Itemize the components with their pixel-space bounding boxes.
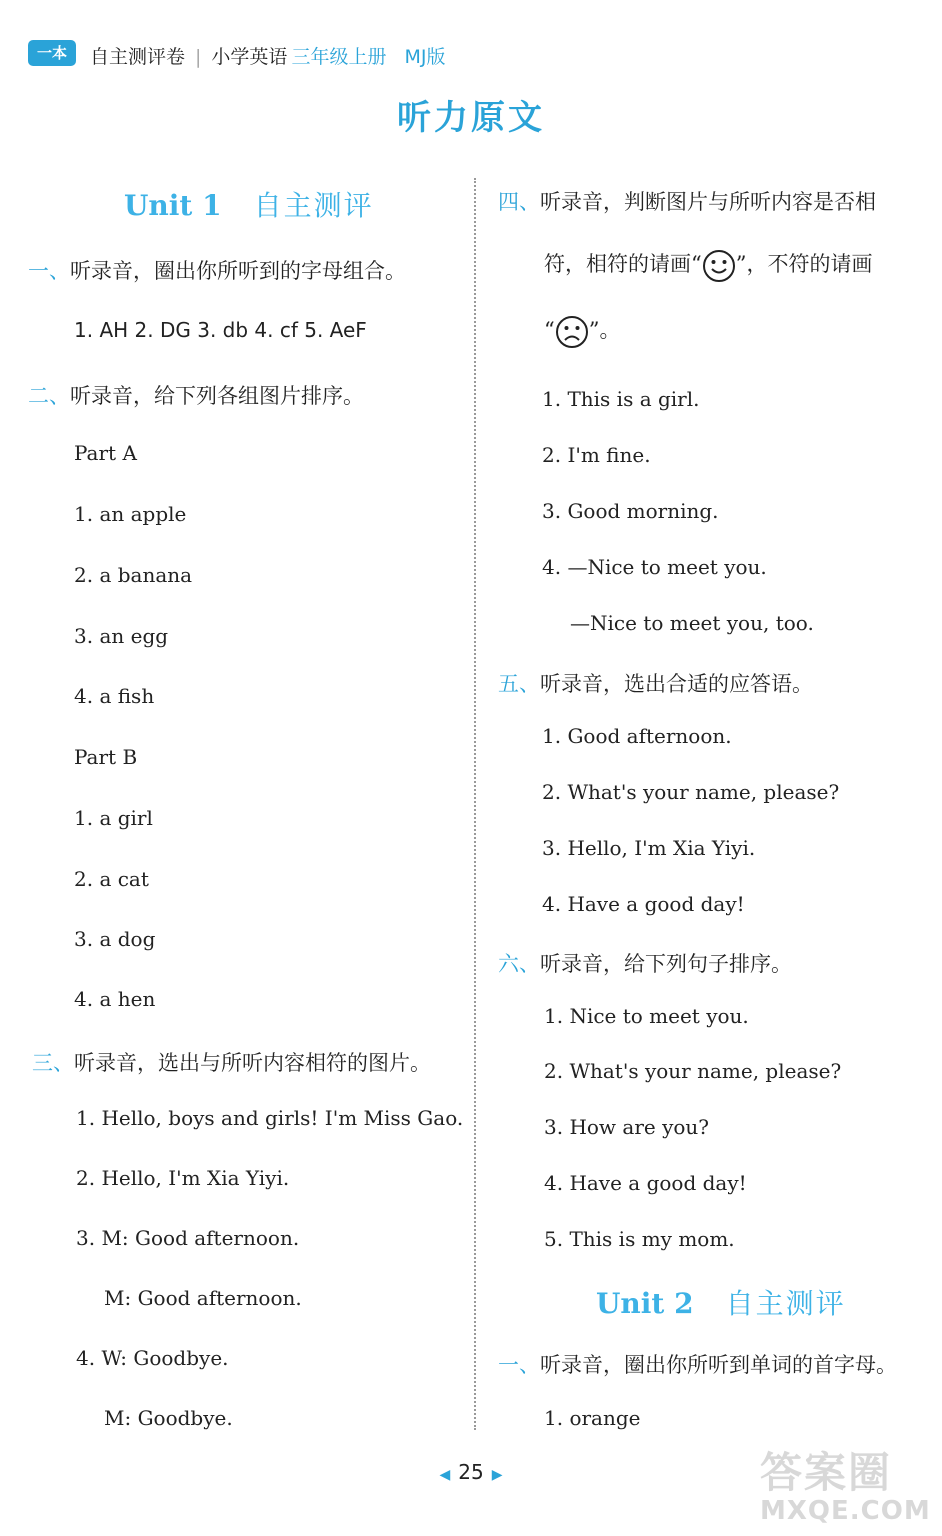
grade-label: 三年级上册	[291, 46, 387, 68]
unit1-en: Unit 1	[124, 189, 222, 222]
unit2-en: Unit 2	[596, 1287, 694, 1320]
list-item: 4. Have a good day!	[544, 1171, 747, 1195]
list-item: 4. W: Goodbye.	[76, 1346, 229, 1370]
section-4-text-line3a: “	[544, 318, 555, 342]
section-1-number: 一、	[28, 259, 70, 283]
section-4-text-line1: 听录音，判断图片与所听内容是否相	[540, 190, 876, 214]
section-4-question	[498, 186, 876, 216]
unit1-heading	[124, 184, 374, 224]
unit2-heading	[596, 1282, 846, 1322]
list-item: 2. Hello, I'm Xia Yiyi.	[76, 1166, 290, 1190]
section-6-question	[498, 948, 792, 978]
list-item: 1. Good afternoon.	[542, 724, 732, 748]
book-title: 自主测评卷	[90, 46, 186, 68]
list-item: 3. Good morning.	[542, 499, 719, 523]
section-1-answers: 1. AH 2. DG 3. db 4. cf 5. AeF	[74, 318, 367, 342]
section-3-question	[32, 1047, 431, 1077]
section-2-number: 二、	[28, 384, 70, 408]
header-bar	[90, 42, 445, 69]
list-item: 4. a fish	[74, 684, 155, 708]
list-item: 3. How are you?	[544, 1115, 710, 1139]
list-item: 4. Have a good day!	[542, 892, 745, 916]
edition-label: MJ版	[404, 46, 446, 68]
section-3-number: 三、	[32, 1051, 74, 1075]
list-item: 1. This is a girl.	[542, 387, 700, 411]
list-item: 3. M: Good afternoon.	[76, 1226, 300, 1250]
list-item: 3. an egg	[74, 624, 169, 648]
section-2-text: 听录音，给下列各组图片排序。	[70, 384, 364, 408]
part-b-label: Part B	[74, 745, 138, 769]
section-4-number: 四、	[498, 190, 540, 214]
subject-label: 小学英语	[211, 46, 288, 68]
watermark-url: MXQE.COM	[760, 1496, 931, 1526]
unit2-cn: 自主测评	[725, 1287, 846, 1320]
unit2-section-1-number: 一、	[498, 1353, 540, 1377]
sad-face-icon	[555, 315, 589, 349]
list-item: M: Good afternoon.	[104, 1286, 302, 1310]
brand-logo: 一本	[28, 40, 76, 66]
section-4-text-line3	[544, 314, 621, 349]
unit2-section-1-text: 听录音，圈出你所听到单词的首字母。	[540, 1353, 897, 1377]
section-1-text: 听录音，圈出你所听到的字母组合。	[70, 259, 406, 283]
list-item: 2. What's your name, please?	[544, 1059, 842, 1083]
unit2-section-1-question	[498, 1349, 897, 1379]
part-a-label: Part A	[74, 441, 137, 465]
section-6-number: 六、	[498, 952, 540, 976]
list-item: 4. a hen	[74, 987, 156, 1011]
list-item: 3. a dog	[74, 927, 156, 951]
section-4-text-line2a: 符，相符的请画“	[544, 252, 702, 276]
section-2-question	[28, 380, 364, 410]
list-item: 1. Hello, boys and girls! I'm Miss Gao.	[76, 1106, 464, 1130]
section-4-text-line2b: ”，不符的请画	[735, 252, 873, 276]
prev-arrow-icon: ◀	[439, 1467, 451, 1483]
list-item: 1. orange	[544, 1406, 641, 1430]
list-item: 1. Nice to meet you.	[544, 1004, 749, 1028]
header-separator: |	[195, 46, 202, 68]
section-5-question	[498, 668, 813, 698]
watermark-logo: 答案圈	[760, 1448, 893, 1497]
list-item: 1. a girl	[74, 806, 153, 830]
list-item: M: Goodbye.	[104, 1406, 233, 1430]
section-4-text-line3b: ”。	[588, 318, 621, 342]
list-item: —Nice to meet you, too.	[570, 611, 814, 635]
list-item: 2. a banana	[74, 563, 193, 587]
section-6-text: 听录音，给下列句子排序。	[540, 952, 792, 976]
section-1-question	[28, 255, 406, 285]
page-title: 听力原文	[397, 98, 545, 138]
column-divider	[474, 178, 476, 1430]
section-4-text-line2	[544, 248, 873, 283]
smiley-face-icon	[702, 249, 736, 283]
section-3-text: 听录音，选出与所听内容相符的图片。	[74, 1051, 431, 1075]
list-item: 2. What's your name, please?	[542, 780, 840, 804]
list-item: 2. I'm fine.	[542, 443, 651, 467]
section-5-text: 听录音，选出合适的应答语。	[540, 672, 813, 696]
list-item: 4. —Nice to meet you.	[542, 555, 767, 579]
next-arrow-icon: ▶	[491, 1467, 503, 1483]
unit1-cn: 自主测评	[253, 189, 374, 222]
list-item: 1. an apple	[74, 502, 187, 526]
list-item: 2. a cat	[74, 867, 149, 891]
section-5-number: 五、	[498, 672, 540, 696]
list-item: 3. Hello, I'm Xia Yiyi.	[542, 836, 756, 860]
page-number: 25	[458, 1460, 484, 1484]
list-item: 5. This is my mom.	[544, 1227, 735, 1251]
